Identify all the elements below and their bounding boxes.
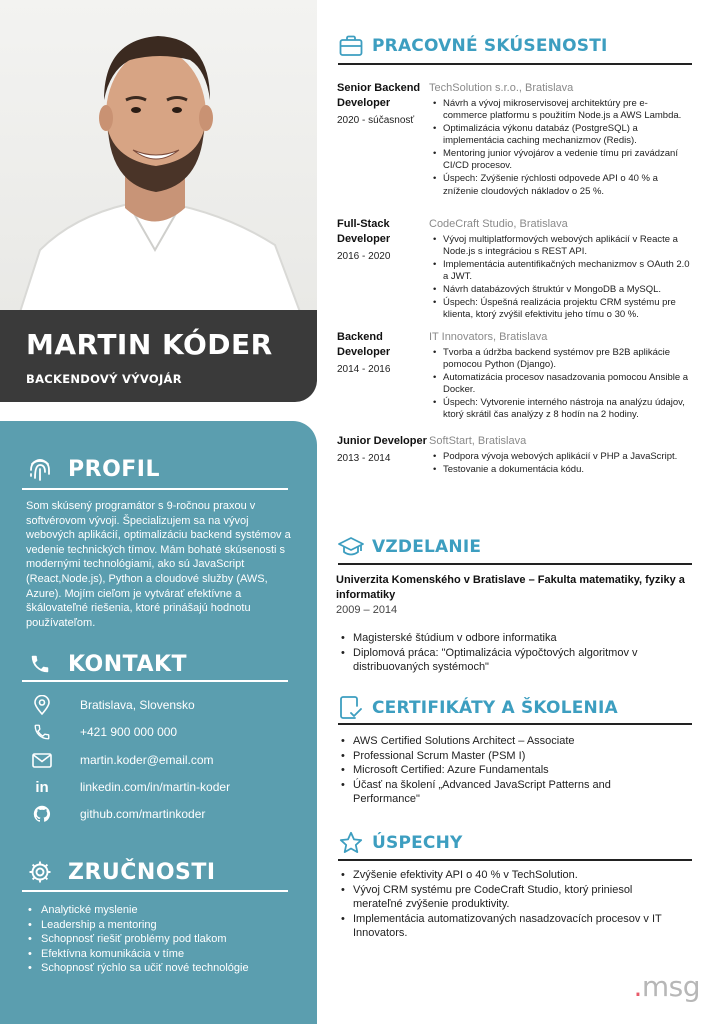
certificates-list — [338, 734, 678, 807]
experience-divider — [338, 63, 692, 65]
list-item: • Schopnosť riešiť problémy pod tlakom — [26, 932, 249, 947]
experience-heading — [338, 33, 608, 59]
profile-heading — [26, 455, 160, 483]
list-item: • Mentoring junior vývojárov a vedenie tímu pri zavádzaní CI/CD procesov. — [429, 148, 691, 173]
left-info-panel — [0, 421, 317, 1024]
job-company: SoftStart, Bratislava — [429, 435, 527, 447]
list-item: • Leadership a mentoring — [26, 918, 249, 933]
certificate-check-icon — [338, 695, 364, 721]
contact-email[interactable] — [32, 750, 214, 770]
profile-photo — [0, 0, 317, 312]
phone-icon — [26, 650, 54, 678]
list-item: • Úspech: Vytvorenie interného nástroja na analýzu údajov, ktorý skrátil čas analýzy z 8 hodín na 2 hodiny. — [429, 397, 691, 422]
job-title: Backend Developer — [337, 331, 391, 358]
list-item: • Microsoft Certified: Azure Fundamentals — [338, 763, 678, 778]
job-dates: 2016 - 2020 — [337, 251, 391, 262]
list-item: • Schopnosť rýchlo sa učiť nové technológie — [26, 961, 249, 976]
briefcase-icon — [338, 33, 364, 59]
list-item: • Diplomová práca: "Optimalizácia výpočtových algoritmov v distribuovaných systémoch" — [338, 646, 688, 675]
contact-phone[interactable] — [32, 722, 177, 742]
job-dates: 2013 - 2014 — [337, 453, 391, 464]
list-item: • Analytické myslenie — [26, 903, 249, 918]
education-years: 2009 – 2014 — [336, 604, 398, 616]
job-bullets — [429, 451, 691, 477]
list-item: • Zvýšenie efektivity API o 40 % v TechSolution. — [338, 868, 678, 883]
experience-title: PRACOVNÉ SKÚSENOSTI — [372, 36, 608, 56]
job-title: Junior Developer — [337, 435, 427, 447]
linkedin-icon: in — [35, 778, 49, 796]
list-item: • Optimalizácia výkonu databáz (PostgreSQL) a implementácia caching mechanizmov (Redis). — [429, 123, 691, 148]
mail-icon — [32, 750, 52, 770]
job-bullets — [429, 234, 691, 322]
fingerprint-icon — [26, 455, 54, 483]
job-title: Full-Stack Developer — [337, 218, 391, 245]
list-item: • Testovanie a dokumentácia kódu. — [429, 464, 691, 476]
list-item: • Účasť na školení „Advanced JavaScript Patterns and Performance" — [338, 778, 678, 807]
achievements-divider — [338, 859, 692, 861]
name-banner — [0, 310, 317, 402]
education-list — [338, 631, 688, 675]
contact-github[interactable] — [32, 804, 205, 824]
skills-heading — [26, 858, 216, 886]
list-item: • Implementácia autentifikačných mechanizmov s OAuth 2.0 a JWT. — [429, 259, 691, 284]
certificates-title: CERTIFIKÁTY A ŠKOLENIA — [372, 698, 618, 718]
github-icon — [32, 804, 52, 824]
contact-divider — [22, 680, 288, 682]
github-text: github.com/martinkoder — [80, 807, 206, 821]
job-company: TechSolution s.r.o., Bratislava — [429, 82, 574, 94]
full-name: MARTIN KÓDER — [26, 328, 273, 361]
list-item: • Podpora vývoja webových aplikácií v PHP a JavaScript. — [429, 451, 691, 463]
linkedin-text: linkedin.com/in/martin-koder — [80, 780, 231, 794]
job-dates: 2020 - súčasnosť — [337, 115, 415, 126]
skills-list — [26, 903, 249, 976]
contact-title: KONTAKT — [68, 651, 188, 677]
job-title-block — [337, 330, 427, 377]
list-item: • Automatizácia procesov nasadzovania pomocou Ansible a Docker. — [429, 372, 691, 397]
job-bullets — [429, 347, 691, 422]
skills-divider — [22, 890, 288, 892]
job-company: IT Innovators, Bratislava — [429, 331, 548, 343]
list-item: • Professional Scrum Master (PSM I) — [338, 749, 678, 764]
list-item: • Tvorba a údržba backend systémov pre B2B aplikácie pomocou Python (Django). — [429, 347, 691, 372]
list-item: • Vývoj CRM systému pre CodeCraft Studio, ktorý priniesol merateľné zvýšenie produktivity. — [338, 883, 678, 912]
skills-title: ZRUČNOSTI — [68, 859, 216, 885]
job-bullets — [429, 98, 691, 198]
list-item: • Magisterské štúdium v odbore informatika — [338, 631, 688, 646]
achievements-title: ÚSPECHY — [372, 833, 463, 853]
gear-icon — [26, 858, 54, 886]
list-item: • Úspech: Zvýšenie rýchlosti odpovede API o 40 % a zníženie cloudových nákladov o 25 %. — [429, 173, 691, 198]
achievements-list — [338, 868, 678, 941]
email-text: martin.koder@email.com — [80, 753, 214, 767]
job-title: Senior Backend Developer — [337, 82, 421, 109]
contact-location — [32, 695, 195, 715]
list-item: • Návrh databázových štruktúr v MongoDB a MySQL. — [429, 284, 691, 296]
list-item: • Vývoj multiplatformových webových aplikácií v Reacte a Node.js s integráciou s REST API. — [429, 234, 691, 259]
phone-icon — [32, 722, 52, 742]
education-title: VZDELANIE — [372, 537, 482, 557]
profile-title: PROFIL — [68, 456, 160, 482]
job-company: CodeCraft Studio, Bratislava — [429, 218, 568, 230]
job-title-block — [337, 81, 427, 128]
education-divider — [338, 563, 692, 565]
job-title-block — [337, 434, 427, 466]
phone-text: +421 900 000 000 — [80, 725, 178, 739]
education-heading — [338, 534, 481, 560]
contact-linkedin[interactable] — [32, 777, 230, 797]
list-item: • AWS Certified Solutions Architect – Associate — [338, 734, 678, 749]
list-item: • Implementácia automatizovaných nasadzovacích procesov v IT Innovators. — [338, 912, 678, 941]
star-icon — [338, 830, 364, 856]
school-name: Univerzita Komenského v Bratislave – Fakulta matematiky, fyziky a informatiky — [336, 574, 685, 601]
achievements-heading — [338, 830, 463, 856]
job-title-block — [337, 217, 427, 264]
location-text: Bratislava, Slovensko — [80, 698, 195, 712]
graduation-cap-icon — [338, 534, 364, 560]
certificates-divider — [338, 723, 692, 725]
job-dates: 2014 - 2016 — [337, 364, 391, 375]
contact-heading — [26, 650, 187, 678]
location-pin-icon — [32, 695, 52, 715]
job-role: BACKENDOVÝ VÝVOJÁR — [26, 372, 182, 386]
list-item: • Efektívna komunikácia v tíme — [26, 947, 249, 962]
list-item: • Úspech: Úspešná realizácia projektu CRM systému pre klienta, ktorý zvýšil efektivitu jeho tímu o 30 %. — [429, 297, 691, 322]
list-item: • Návrh a vývoj mikroservisovej architektúry pre e-commerce platformu s použitím Node.js a AWS Lambda. — [429, 98, 691, 123]
msg-logo: .msg — [633, 970, 700, 1003]
profile-text: Som skúsený programátor s 9-ročnou praxou v softvérovom vývoji. Špecializujem sa na vývoj webových aplikácií, optimalizáciu backend systémov a vedenie technických tímov. Mám bohaté skúsenosti s modernými technológiami, ako sú JavaScript (React,Node.js), Python a cloudové služby (AWS, Azure). Mojím cieľom je vytvárať efektívne a škálovateľné riešenia, ktoré prinášajú hodnotu používateľom. — [26, 500, 291, 629]
certificates-heading — [338, 695, 618, 721]
profile-divider — [22, 488, 288, 490]
